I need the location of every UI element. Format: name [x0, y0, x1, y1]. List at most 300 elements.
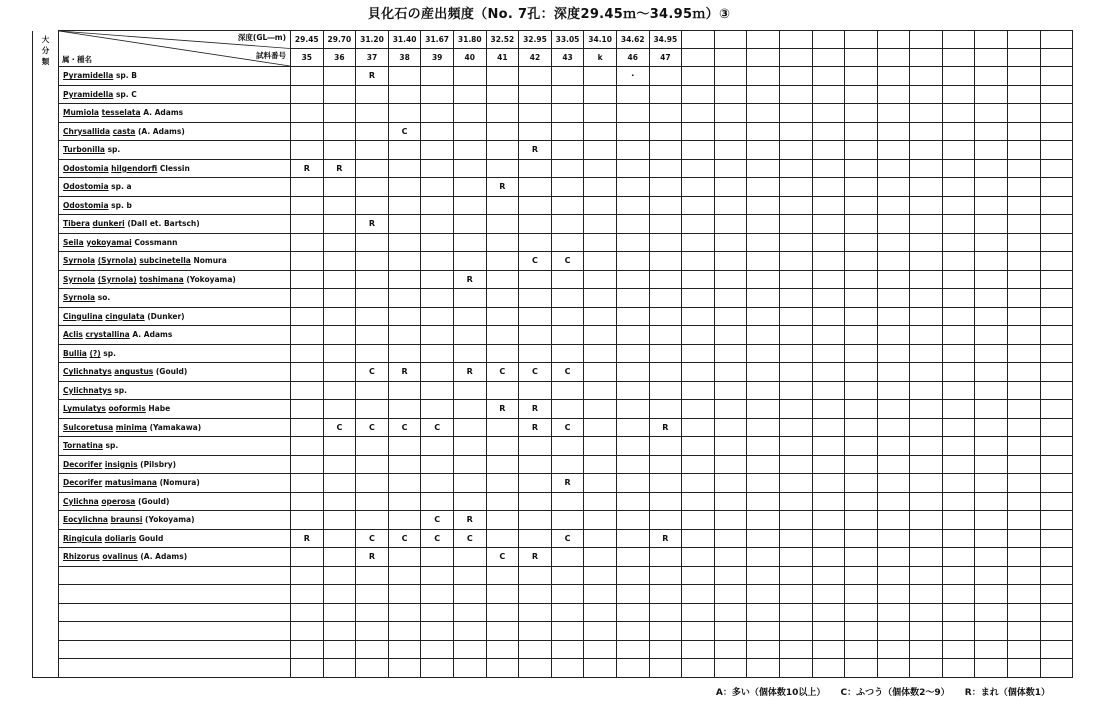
sample-number-cell — [845, 49, 878, 67]
frequency-cell — [388, 270, 421, 289]
frequency-cell — [421, 307, 454, 326]
frequency-cell — [519, 326, 552, 345]
frequency-cell — [779, 289, 812, 308]
frequency-cell — [486, 659, 519, 678]
frequency-cell: R — [519, 548, 552, 567]
frequency-cell — [877, 529, 910, 548]
frequency-cell — [421, 566, 454, 585]
frequency-cell — [356, 437, 389, 456]
frequency-cell — [1040, 215, 1073, 234]
major-class-cell — [33, 196, 59, 215]
frequency-cell — [551, 67, 584, 86]
frequency-cell — [812, 400, 845, 419]
frequency-cell — [779, 252, 812, 271]
frequency-cell: C — [519, 252, 552, 271]
frequency-cell — [421, 474, 454, 493]
frequency-cell — [649, 566, 682, 585]
frequency-cell — [877, 326, 910, 345]
frequency-cell — [812, 418, 845, 437]
frequency-cell — [421, 659, 454, 678]
frequency-cell — [551, 178, 584, 197]
frequency-cell — [910, 67, 943, 86]
frequency-cell — [421, 122, 454, 141]
frequency-cell — [486, 252, 519, 271]
depth-cell: 29.45 — [291, 31, 324, 49]
species-name-part: Decorifer — [63, 459, 103, 469]
frequency-cell — [747, 122, 780, 141]
major-class-cell — [33, 381, 59, 400]
frequency-cell — [1008, 196, 1041, 215]
species-name-part: Eocylichna — [63, 515, 108, 525]
frequency-cell — [323, 67, 356, 86]
frequency-cell — [910, 307, 943, 326]
frequency-cell — [356, 104, 389, 123]
frequency-cell — [551, 196, 584, 215]
species-name-part: Odostomia — [63, 182, 109, 192]
frequency-cell — [356, 307, 389, 326]
frequency-cell — [942, 233, 975, 252]
frequency-cell: R — [486, 178, 519, 197]
table-row — [33, 455, 1073, 474]
frequency-cell — [1040, 289, 1073, 308]
frequency-cell — [714, 344, 747, 363]
frequency-cell — [682, 511, 715, 530]
sample-number-cell — [877, 49, 910, 67]
species-name — [59, 252, 291, 271]
frequency-cell — [519, 85, 552, 104]
frequency-cell — [453, 326, 486, 345]
species-name — [59, 363, 291, 382]
frequency-cell — [291, 437, 324, 456]
major-class-cell — [33, 122, 59, 141]
frequency-cell — [845, 363, 878, 382]
frequency-cell — [779, 492, 812, 511]
frequency-cell — [910, 437, 943, 456]
frequency-cell — [714, 363, 747, 382]
species-name-part: doliaris — [104, 533, 137, 543]
frequency-cell — [584, 622, 617, 641]
frequency-cell — [910, 622, 943, 641]
frequency-cell — [812, 233, 845, 252]
sample-number-cell: 46 — [616, 49, 649, 67]
frequency-cell — [682, 640, 715, 659]
frequency-cell — [421, 363, 454, 382]
table-row — [33, 511, 1073, 530]
frequency-cell — [1040, 548, 1073, 567]
frequency-cell — [942, 603, 975, 622]
frequency-cell — [975, 122, 1008, 141]
sample-number-cell: 38 — [388, 49, 421, 67]
frequency-cell — [388, 400, 421, 419]
species-name-part: sp. — [111, 385, 127, 395]
species-name-part: Cossmann — [131, 237, 178, 247]
depth-cell: 31.80 — [453, 31, 486, 49]
frequency-cell — [975, 400, 1008, 419]
frequency-cell — [1040, 603, 1073, 622]
frequency-cell — [551, 492, 584, 511]
frequency-cell — [714, 455, 747, 474]
frequency-cell — [682, 622, 715, 641]
frequency-cell — [975, 326, 1008, 345]
frequency-cell — [714, 289, 747, 308]
frequency-cell: ・ — [616, 67, 649, 86]
frequency-cell — [616, 659, 649, 678]
frequency-cell — [812, 437, 845, 456]
frequency-cell: R — [323, 159, 356, 178]
frequency-cell — [584, 67, 617, 86]
frequency-cell — [486, 474, 519, 493]
frequency-cell — [453, 344, 486, 363]
frequency-cell: C — [388, 529, 421, 548]
frequency-cell — [421, 585, 454, 604]
frequency-cell — [747, 363, 780, 382]
species-name-part: matusimana — [104, 478, 157, 488]
frequency-cell — [877, 252, 910, 271]
frequency-cell — [323, 326, 356, 345]
frequency-cell: C — [323, 418, 356, 437]
frequency-cell — [1040, 622, 1073, 641]
frequency-cell — [486, 233, 519, 252]
frequency-cell — [649, 196, 682, 215]
major-class-cell — [33, 622, 59, 641]
species-name-part: (Nomura) — [156, 478, 200, 488]
depth-cell: 32.52 — [486, 31, 519, 49]
frequency-cell — [812, 326, 845, 345]
frequency-cell — [649, 492, 682, 511]
frequency-cell — [779, 326, 812, 345]
frequency-cell — [388, 289, 421, 308]
frequency-cell — [388, 307, 421, 326]
frequency-cell — [584, 270, 617, 289]
frequency-cell — [388, 159, 421, 178]
frequency-cell — [291, 270, 324, 289]
species-name-part: Syrnola — [63, 293, 96, 303]
frequency-cell: R — [291, 159, 324, 178]
frequency-cell — [616, 603, 649, 622]
frequency-cell — [942, 474, 975, 493]
frequency-cell — [616, 548, 649, 567]
frequency-cell — [584, 548, 617, 567]
frequency-cell — [714, 659, 747, 678]
frequency-cell — [453, 455, 486, 474]
frequency-cell — [1008, 215, 1041, 234]
frequency-cell — [616, 178, 649, 197]
sample-number-cell — [682, 49, 715, 67]
frequency-cell — [551, 122, 584, 141]
frequency-cell — [388, 455, 421, 474]
frequency-cell — [616, 418, 649, 437]
frequency-cell — [1040, 585, 1073, 604]
frequency-cell — [616, 400, 649, 419]
frequency-cell — [910, 104, 943, 123]
frequency-cell — [682, 196, 715, 215]
frequency-cell — [291, 215, 324, 234]
species-name-part: (Gould) — [153, 367, 188, 377]
frequency-cell — [551, 548, 584, 567]
frequency-cell — [291, 659, 324, 678]
frequency-cell — [291, 122, 324, 141]
frequency-cell — [551, 400, 584, 419]
frequency-cell — [1008, 418, 1041, 437]
major-class-cell — [33, 159, 59, 178]
frequency-cell — [747, 178, 780, 197]
frequency-cell: R — [453, 363, 486, 382]
frequency-cell — [453, 492, 486, 511]
frequency-cell — [942, 492, 975, 511]
frequency-cell — [1040, 233, 1073, 252]
frequency-cell — [747, 437, 780, 456]
frequency-cell — [975, 215, 1008, 234]
frequency-cell — [747, 603, 780, 622]
frequency-cell — [747, 344, 780, 363]
depth-cell — [747, 31, 780, 49]
frequency-cell — [942, 196, 975, 215]
frequency-cell — [877, 381, 910, 400]
species-name-part: (?) — [89, 348, 101, 358]
frequency-cell — [942, 585, 975, 604]
frequency-cell — [421, 141, 454, 160]
frequency-cell — [1040, 455, 1073, 474]
frequency-cell — [1040, 252, 1073, 271]
frequency-cell — [388, 141, 421, 160]
frequency-cell — [877, 659, 910, 678]
frequency-cell — [616, 455, 649, 474]
major-class-cell — [33, 233, 59, 252]
frequency-cell — [714, 640, 747, 659]
frequency-cell — [388, 492, 421, 511]
depth-cell: 34.62 — [616, 31, 649, 49]
frequency-cell — [779, 307, 812, 326]
species-name-part: cingulata — [105, 311, 145, 321]
frequency-cell — [356, 492, 389, 511]
frequency-cell — [486, 326, 519, 345]
table-row — [33, 289, 1073, 308]
major-class-cell — [33, 289, 59, 308]
frequency-cell — [486, 437, 519, 456]
table-row — [33, 437, 1073, 456]
frequency-cell — [421, 67, 454, 86]
frequency-cell — [323, 141, 356, 160]
frequency-cell — [356, 344, 389, 363]
frequency-cell — [421, 381, 454, 400]
frequency-cell — [845, 289, 878, 308]
frequency-cell — [323, 85, 356, 104]
table-row — [33, 344, 1073, 363]
sample-number-cell: 40 — [453, 49, 486, 67]
frequency-cell — [291, 492, 324, 511]
frequency-cell — [486, 603, 519, 622]
frequency-cell — [779, 122, 812, 141]
frequency-cell — [714, 381, 747, 400]
major-class-cell — [33, 548, 59, 567]
frequency-cell — [779, 233, 812, 252]
frequency-cell: R — [551, 474, 584, 493]
frequency-cell — [388, 326, 421, 345]
frequency-cell — [291, 252, 324, 271]
frequency-cell — [291, 455, 324, 474]
frequency-cell — [1008, 67, 1041, 86]
sample-number-cell — [975, 49, 1008, 67]
major-class-cell — [33, 529, 59, 548]
frequency-cell — [682, 659, 715, 678]
frequency-cell — [649, 455, 682, 474]
frequency-cell — [877, 455, 910, 474]
frequency-cell — [649, 289, 682, 308]
species-name-part: Cylichnatys — [63, 367, 112, 377]
frequency-cell — [1040, 85, 1073, 104]
frequency-cell — [519, 178, 552, 197]
frequency-cell — [616, 474, 649, 493]
species-name-part: (Pilsbry) — [137, 459, 177, 469]
frequency-cell — [323, 363, 356, 382]
species-name-part: sp. — [102, 441, 119, 451]
frequency-cell — [1008, 566, 1041, 585]
frequency-cell — [551, 326, 584, 345]
species-name-part: toshimana — [139, 274, 184, 284]
frequency-cell — [812, 585, 845, 604]
frequency-cell — [291, 85, 324, 104]
species-name — [59, 585, 291, 604]
major-class-cell — [33, 566, 59, 585]
frequency-cell — [421, 215, 454, 234]
frequency-cell — [942, 67, 975, 86]
frequency-cell — [877, 122, 910, 141]
frequency-cell — [616, 270, 649, 289]
frequency-cell — [649, 585, 682, 604]
species-name — [59, 437, 291, 456]
species-name — [59, 85, 291, 104]
legend — [704, 685, 1050, 698]
frequency-cell — [291, 603, 324, 622]
frequency-cell — [877, 400, 910, 419]
sample-number-cell — [1008, 49, 1041, 67]
frequency-cell — [519, 455, 552, 474]
frequency-cell — [1040, 418, 1073, 437]
frequency-cell — [486, 289, 519, 308]
species-name-part: Seila — [63, 237, 84, 247]
frequency-cell — [877, 640, 910, 659]
frequency-cell — [975, 566, 1008, 585]
frequency-cell — [486, 85, 519, 104]
frequency-cell — [975, 529, 1008, 548]
frequency-cell — [747, 233, 780, 252]
frequency-cell — [910, 585, 943, 604]
frequency-cell: R — [649, 529, 682, 548]
frequency-cell — [616, 622, 649, 641]
frequency-cell — [714, 215, 747, 234]
sample-number-cell: 42 — [519, 49, 552, 67]
frequency-cell — [910, 566, 943, 585]
frequency-cell — [747, 659, 780, 678]
frequency-cell — [388, 640, 421, 659]
species-name-part: sp. b — [108, 200, 132, 210]
frequency-cell — [291, 326, 324, 345]
species-name — [59, 270, 291, 289]
frequency-cell — [551, 307, 584, 326]
species-name-part: angustus — [114, 367, 154, 377]
frequency-cell — [291, 640, 324, 659]
frequency-cell — [453, 141, 486, 160]
frequency-cell — [551, 141, 584, 160]
frequency-cell — [682, 141, 715, 160]
frequency-cell — [812, 363, 845, 382]
frequency-cell — [1040, 511, 1073, 530]
frequency-cell — [910, 289, 943, 308]
frequency-cell — [942, 400, 975, 419]
frequency-cell — [584, 418, 617, 437]
frequency-cell — [682, 178, 715, 197]
frequency-cell — [1008, 474, 1041, 493]
frequency-cell — [291, 289, 324, 308]
frequency-cell — [845, 511, 878, 530]
frequency-cell — [812, 141, 845, 160]
frequency-cell — [812, 474, 845, 493]
frequency-cell — [551, 640, 584, 659]
frequency-cell — [877, 178, 910, 197]
frequency-cell — [975, 585, 1008, 604]
frequency-cell — [1040, 437, 1073, 456]
frequency-cell — [779, 141, 812, 160]
frequency-cell — [453, 215, 486, 234]
major-class-cell — [33, 252, 59, 271]
frequency-cell — [453, 289, 486, 308]
frequency-cell — [1040, 529, 1073, 548]
frequency-cell — [877, 307, 910, 326]
frequency-cell — [421, 548, 454, 567]
species-name-part: ovalinus — [102, 552, 138, 562]
species-name-part: hilgendorfi — [111, 163, 158, 173]
frequency-cell — [779, 381, 812, 400]
frequency-cell — [584, 400, 617, 419]
frequency-cell — [421, 289, 454, 308]
frequency-cell — [551, 289, 584, 308]
frequency-cell: C — [421, 511, 454, 530]
frequency-cell — [323, 104, 356, 123]
frequency-cell: C — [486, 548, 519, 567]
frequency-cell — [584, 566, 617, 585]
frequency-cell — [1008, 289, 1041, 308]
species-name — [59, 400, 291, 419]
frequency-cell — [779, 67, 812, 86]
frequency-cell — [975, 252, 1008, 271]
frequency-cell — [812, 529, 845, 548]
frequency-cell — [812, 511, 845, 530]
frequency-cell — [845, 270, 878, 289]
frequency-cell — [1040, 196, 1073, 215]
frequency-cell — [747, 159, 780, 178]
frequency-cell — [877, 548, 910, 567]
frequency-cell — [1040, 104, 1073, 123]
frequency-cell — [486, 270, 519, 289]
frequency-cell — [845, 603, 878, 622]
empty-row — [33, 659, 1073, 678]
major-class-cell — [33, 270, 59, 289]
frequency-cell — [551, 215, 584, 234]
frequency-cell — [975, 437, 1008, 456]
frequency-cell — [714, 196, 747, 215]
major-class-cell — [33, 474, 59, 493]
frequency-cell — [975, 270, 1008, 289]
frequency-cell — [975, 67, 1008, 86]
major-class-cell — [33, 455, 59, 474]
frequency-cell — [519, 289, 552, 308]
frequency-cell — [812, 196, 845, 215]
frequency-cell — [812, 289, 845, 308]
frequency-cell — [291, 474, 324, 493]
species-name-part: subcinetella — [139, 256, 191, 266]
frequency-cell — [877, 474, 910, 493]
frequency-cell — [1008, 622, 1041, 641]
